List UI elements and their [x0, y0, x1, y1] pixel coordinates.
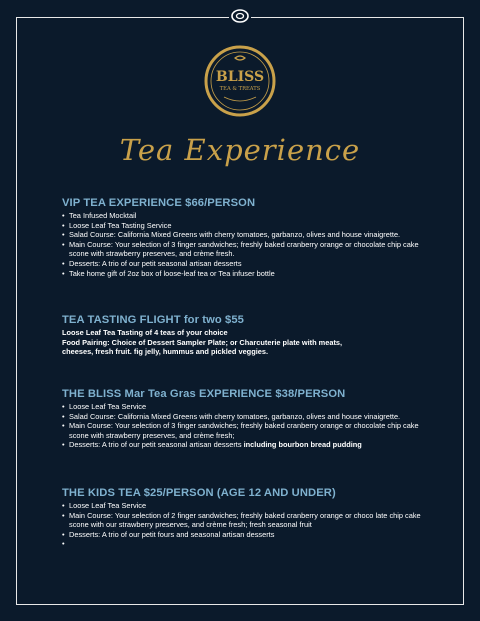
list-item: • Loose Leaf Tea Service — [62, 501, 432, 511]
flight-line: Loose Leaf Tea Tasting of 4 teas of your choice — [62, 328, 228, 337]
mardi-gras-list — [62, 402, 432, 450]
flight-heading: TEA TASTING FLIGHT for two $55 — [62, 314, 244, 326]
list-item: • Main Course: Your selection of 2 finger sandwiches; freshly baked cranberry orange or choco late chip cake scone with our strawberry preserves, and crème fresh; fresh seasonal fruit — [62, 511, 432, 530]
kids-list — [62, 501, 432, 539]
vip-list — [62, 211, 432, 278]
logo-tagline: TEA & TREATS — [219, 86, 261, 92]
flight-section — [62, 314, 432, 357]
dessert-highlight: including bourbon bread pudding — [243, 440, 362, 450]
flight-line: Food Pairing: Choice of Dessert Sampler Plate; or Charcuterie plate with meats, — [62, 337, 343, 347]
kids-heading: THE KIDS TEA $25/PERSON (AGE 12 AND UNDER) — [62, 487, 336, 499]
kids-section — [62, 487, 432, 539]
dessert-text: Desserts: A trio of our petit seasonal artisan desserts — [69, 440, 244, 450]
list-item: • Salad Course: California Mixed Greens with cherry tomatoes, garbanzo, olives and house vinaigrette. — [62, 230, 432, 240]
list-item: • Tea Infused Mocktail — [62, 211, 432, 221]
list-item: • Loose Leaf Tea Service — [62, 402, 432, 412]
mardi-gras-section — [62, 388, 432, 450]
mardi-gras-heading: THE BLISS Mar Tea Gras EXPERIENCE $38/PERSON — [62, 388, 346, 400]
list-item: • Main Course: Your selection of 3 finger sandwiches; freshly baked cranberry orange or chocolate chip cake scone with strawberry preserves, and crème fresh; — [62, 421, 432, 440]
logo-brand: BLISS — [215, 69, 265, 85]
list-item: • Main Course: Your selection of 3 finger sandwiches; freshly baked cranberry orange or chocolate chip cake scone with strawberry preserves, and crème fresh. — [62, 240, 432, 259]
list-item: • Loose Leaf Tea Tasting Service — [62, 221, 432, 231]
vip-heading: VIP TEA EXPERIENCE $66/PERSON — [62, 197, 256, 209]
swirl-ornament-icon — [229, 8, 251, 24]
list-item: • Desserts: A trio of our petit seasonal artisan desserts — [62, 259, 432, 269]
list-item: • Salad Course: California Mixed Greens with cherry tomatoes, garbanzo, olives and house vinaigrette. — [62, 412, 432, 422]
page-title: Tea Experience — [119, 133, 361, 167]
list-item — [62, 440, 432, 450]
vip-section — [62, 197, 432, 278]
list-item: • Take home gift of 2oz box of loose-leaf tea or Tea infuser bottle — [62, 269, 432, 279]
flight-line: cheeses, fresh fruit. fig jelly, hummus and pickled veggies. — [62, 347, 269, 357]
bliss-logo — [204, 45, 276, 117]
list-item: • Desserts: A trio of our petit fours and seasonal artisan desserts — [62, 530, 432, 540]
